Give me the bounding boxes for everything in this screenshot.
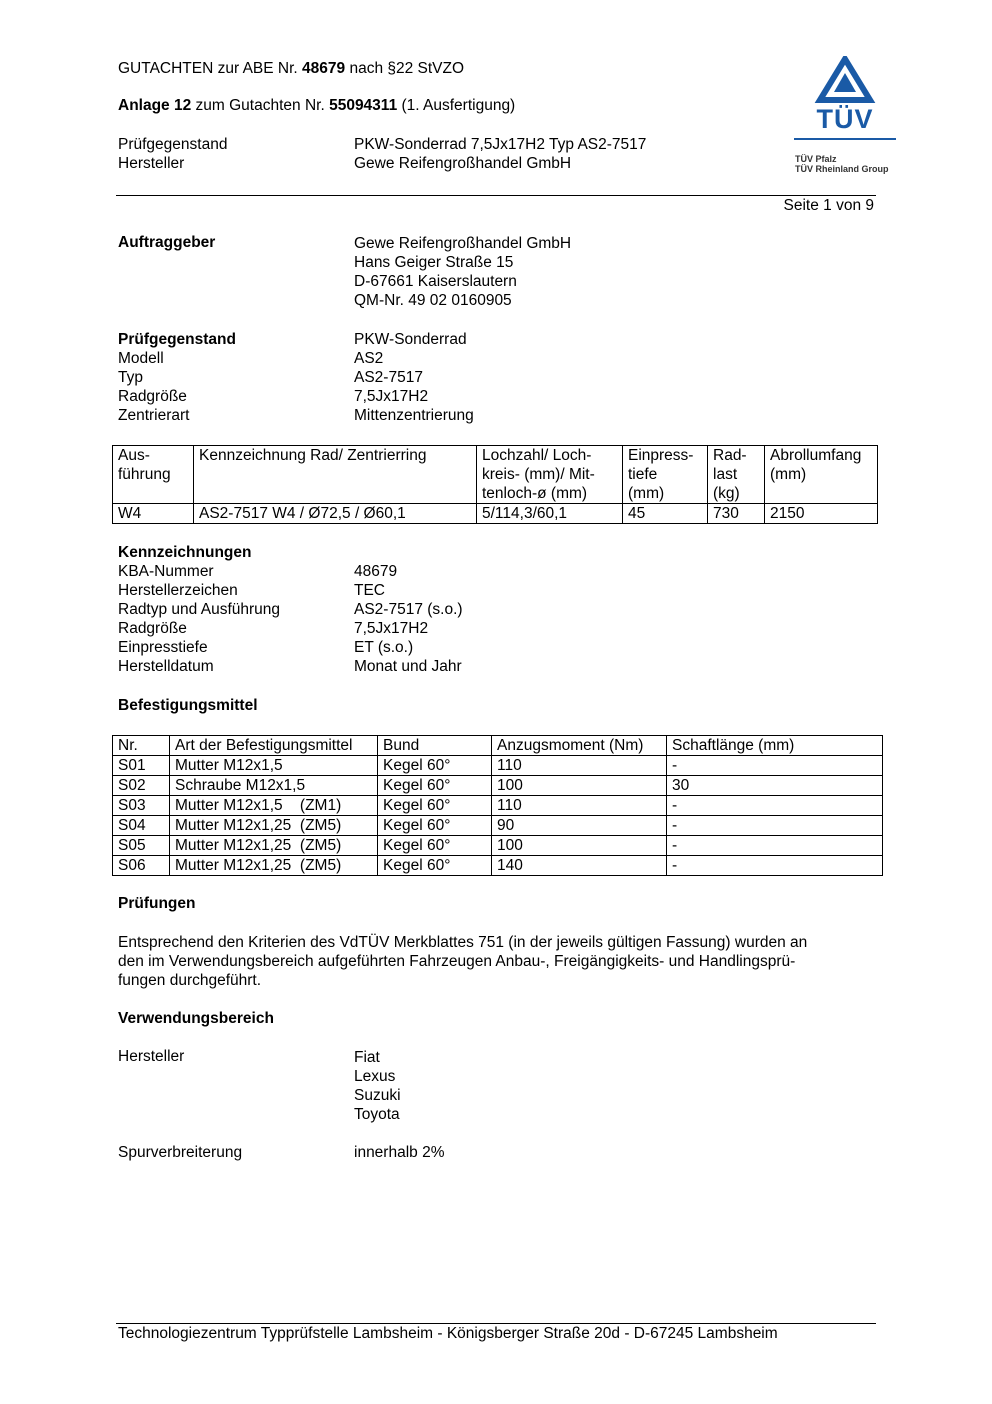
table-cell: 45 bbox=[623, 504, 708, 524]
anlage-text: zum Gutachten Nr. bbox=[191, 97, 330, 114]
befestigung-heading: Befestigungsmittel bbox=[118, 697, 258, 714]
auftraggeber-label: Auftraggeber bbox=[118, 234, 216, 251]
table-cell: S03 bbox=[113, 796, 170, 816]
table-header-cell: Abrollumfang (mm) bbox=[765, 446, 878, 504]
pruefungen-paragraph bbox=[118, 933, 878, 990]
table-header-cell: Lochzahl/ Loch- kreis- (mm)/ Mit- tenloch-ø (mm) bbox=[477, 446, 623, 504]
table-row bbox=[113, 756, 883, 776]
field-value: Monat und Jahr bbox=[354, 658, 462, 675]
table-cell: - bbox=[667, 836, 883, 856]
field-label: KBA-Nummer bbox=[118, 563, 214, 580]
field-value: ET (s.o.) bbox=[354, 639, 414, 656]
field-label: Typ bbox=[118, 369, 143, 386]
field-value: TEC bbox=[354, 582, 385, 599]
table-header-cell: Kennzeichnung Rad/ Zentrierring bbox=[194, 446, 477, 504]
header-value-hersteller: Gewe Reifengroßhandel GmbH bbox=[354, 155, 572, 172]
pruefgegenstand-labels bbox=[118, 330, 236, 425]
field-label: Modell bbox=[118, 350, 164, 367]
field-value: AS2-7517 bbox=[354, 369, 423, 386]
table-header-cell: Schaftlänge (mm) bbox=[667, 736, 883, 756]
hersteller-label: Hersteller bbox=[118, 1048, 185, 1065]
table-cell: 110 bbox=[492, 756, 667, 776]
hersteller-list bbox=[354, 1048, 401, 1124]
table-header-row bbox=[113, 446, 878, 504]
table-header-cell: Nr. bbox=[113, 736, 170, 756]
table-cell: S02 bbox=[113, 776, 170, 796]
field-label: Einpresstiefe bbox=[118, 639, 208, 656]
header-label-hersteller: Hersteller bbox=[118, 155, 185, 172]
table-cell: 2150 bbox=[765, 504, 878, 524]
gutachten-text: GUTACHTEN zur ABE Nr. bbox=[118, 60, 303, 77]
table-row bbox=[113, 776, 883, 796]
field-value: 7,5Jx17H2 bbox=[354, 388, 429, 405]
table-cell: 90 bbox=[492, 816, 667, 836]
list-item: Lexus bbox=[354, 1068, 396, 1085]
field-value: AS2-7517 (s.o.) bbox=[354, 601, 463, 618]
table-cell: 30 bbox=[667, 776, 883, 796]
table-cell: - bbox=[667, 816, 883, 836]
table-cell: Kegel 60° bbox=[378, 816, 492, 836]
logo-rule bbox=[794, 138, 896, 140]
logo-line-pfalz: TÜV Pfalz bbox=[795, 154, 837, 164]
paragraph-line: Entsprechend den Kriterien des VdTÜV Merkblattes 751 (in der jeweils gültigen Fassung) wurden an bbox=[118, 934, 808, 951]
table-cell: 110 bbox=[492, 796, 667, 816]
table-row bbox=[113, 856, 883, 876]
table-row bbox=[113, 796, 883, 816]
table-cell: S05 bbox=[113, 836, 170, 856]
table-cell: S04 bbox=[113, 816, 170, 836]
table-row bbox=[113, 504, 878, 524]
pruefungen-heading: Prüfungen bbox=[118, 895, 196, 912]
logo-line-group: TÜV Rheinland Group bbox=[795, 164, 889, 174]
field-label: Herstellerzeichen bbox=[118, 582, 238, 599]
table-row bbox=[113, 836, 883, 856]
table-cell: S06 bbox=[113, 856, 170, 876]
verwendungsbereich-heading: Verwendungsbereich bbox=[118, 1010, 274, 1027]
header-label-pruefgegenstand: Prüfgegenstand bbox=[118, 136, 228, 153]
table-cell: Kegel 60° bbox=[378, 776, 492, 796]
paragraph-line: den im Verwendungsbereich aufgeführten Fahrzeugen Anbau-, Freigängigkeits- und Handlingsprü- bbox=[118, 953, 796, 970]
table-cell: Kegel 60° bbox=[378, 836, 492, 856]
kennzeichnungen-values bbox=[354, 562, 463, 676]
field-value: 7,5Jx17H2 bbox=[354, 620, 429, 637]
tuev-triangle-icon bbox=[794, 56, 896, 104]
table-cell: 730 bbox=[708, 504, 765, 524]
header-value-pruefgegenstand: PKW-Sonderrad 7,5Jx17H2 Typ AS2-7517 bbox=[354, 136, 647, 153]
footer-divider bbox=[116, 1323, 876, 1324]
befestigung-table bbox=[112, 735, 883, 876]
kennzeichnungen-heading: Kennzeichnungen bbox=[118, 544, 252, 561]
table-row bbox=[113, 816, 883, 836]
abe-number: 48679 bbox=[302, 60, 346, 77]
field-label: Herstelldatum bbox=[118, 658, 214, 675]
table-cell: 5/114,3/60,1 bbox=[477, 504, 623, 524]
table-cell: Mutter M12x1,25 (ZM5) bbox=[170, 836, 378, 856]
field-label: Radgröße bbox=[118, 620, 187, 637]
table-cell: 100 bbox=[492, 776, 667, 796]
address-line: Gewe Reifengroßhandel GmbH bbox=[354, 235, 572, 252]
table-cell: - bbox=[667, 856, 883, 876]
field-value: AS2 bbox=[354, 350, 384, 367]
table-header-cell: Rad- last (kg) bbox=[708, 446, 765, 504]
table-cell: Kegel 60° bbox=[378, 856, 492, 876]
spurverbreiterung-value: innerhalb 2% bbox=[354, 1144, 445, 1161]
table-cell: Mutter M12x1,25 (ZM5) bbox=[170, 816, 378, 836]
table-cell: Mutter M12x1,5 bbox=[170, 756, 378, 776]
spurverbreiterung-label: Spurverbreiterung bbox=[118, 1144, 243, 1161]
table-cell: Kegel 60° bbox=[378, 756, 492, 776]
table-cell: Mutter M12x1,5 (ZM1) bbox=[170, 796, 378, 816]
address-line: D-67661 Kaiserslautern bbox=[354, 273, 517, 290]
field-value: PKW-Sonderrad bbox=[354, 331, 467, 348]
header-divider bbox=[116, 195, 876, 196]
table-cell: - bbox=[667, 796, 883, 816]
table-cell: AS2-7517 W4 / Ø72,5 / Ø60,1 bbox=[194, 504, 477, 524]
footer-text: Technologiezentrum Typprüfstelle Lambsheim - Königsberger Straße 20d - D-67245 Lambsheim bbox=[118, 1325, 778, 1342]
ausfertigung-text: (1. Ausfertigung) bbox=[397, 97, 516, 114]
table-cell: Kegel 60° bbox=[378, 796, 492, 816]
gutachten-line bbox=[118, 60, 464, 78]
pruefgegenstand-heading: Prüfgegenstand bbox=[118, 331, 236, 348]
page-info: Seite 1 von 9 bbox=[783, 197, 874, 214]
anlage-label: Anlage 12 bbox=[118, 97, 192, 114]
table-cell: 140 bbox=[492, 856, 667, 876]
table-cell: 100 bbox=[492, 836, 667, 856]
table-cell: Schraube M12x1,5 bbox=[170, 776, 378, 796]
list-item: Suzuki bbox=[354, 1087, 401, 1104]
address-line: QM-Nr. 49 02 0160905 bbox=[354, 292, 512, 309]
table-header-cell: Anzugsmoment (Nm) bbox=[492, 736, 667, 756]
list-item: Fiat bbox=[354, 1049, 380, 1066]
table-cell: - bbox=[667, 756, 883, 776]
gutachten-suffix: nach §22 StVZO bbox=[345, 60, 465, 77]
auftraggeber-address bbox=[354, 234, 571, 310]
gutachten-number: 55094311 bbox=[329, 97, 398, 114]
field-value: 48679 bbox=[354, 563, 398, 580]
address-line: Hans Geiger Straße 15 bbox=[354, 254, 514, 271]
pruefgegenstand-values bbox=[354, 330, 474, 425]
tuev-wordmark: TÜV bbox=[816, 104, 874, 134]
table-cell: Mutter M12x1,25 (ZM5) bbox=[170, 856, 378, 876]
field-label: Zentrierart bbox=[118, 407, 190, 424]
kennzeichnungen-labels bbox=[118, 543, 280, 676]
anlage-line bbox=[118, 97, 515, 115]
field-label: Radtyp und Ausführung bbox=[118, 601, 281, 618]
paragraph-line: fungen durchgeführt. bbox=[118, 972, 262, 989]
table-header-cell: Art der Befestigungsmittel bbox=[170, 736, 378, 756]
table-header-cell: Einpress- tiefe (mm) bbox=[623, 446, 708, 504]
table-header-cell: Aus- führung bbox=[113, 446, 194, 504]
table-header-row bbox=[113, 736, 883, 756]
table-cell: W4 bbox=[113, 504, 194, 524]
tuev-logo bbox=[794, 56, 896, 180]
field-label: Radgröße bbox=[118, 388, 187, 405]
wheel-table bbox=[112, 445, 878, 524]
field-value: Mittenzentrierung bbox=[354, 407, 474, 424]
list-item: Toyota bbox=[354, 1106, 400, 1123]
table-header-cell: Bund bbox=[378, 736, 492, 756]
table-cell: S01 bbox=[113, 756, 170, 776]
